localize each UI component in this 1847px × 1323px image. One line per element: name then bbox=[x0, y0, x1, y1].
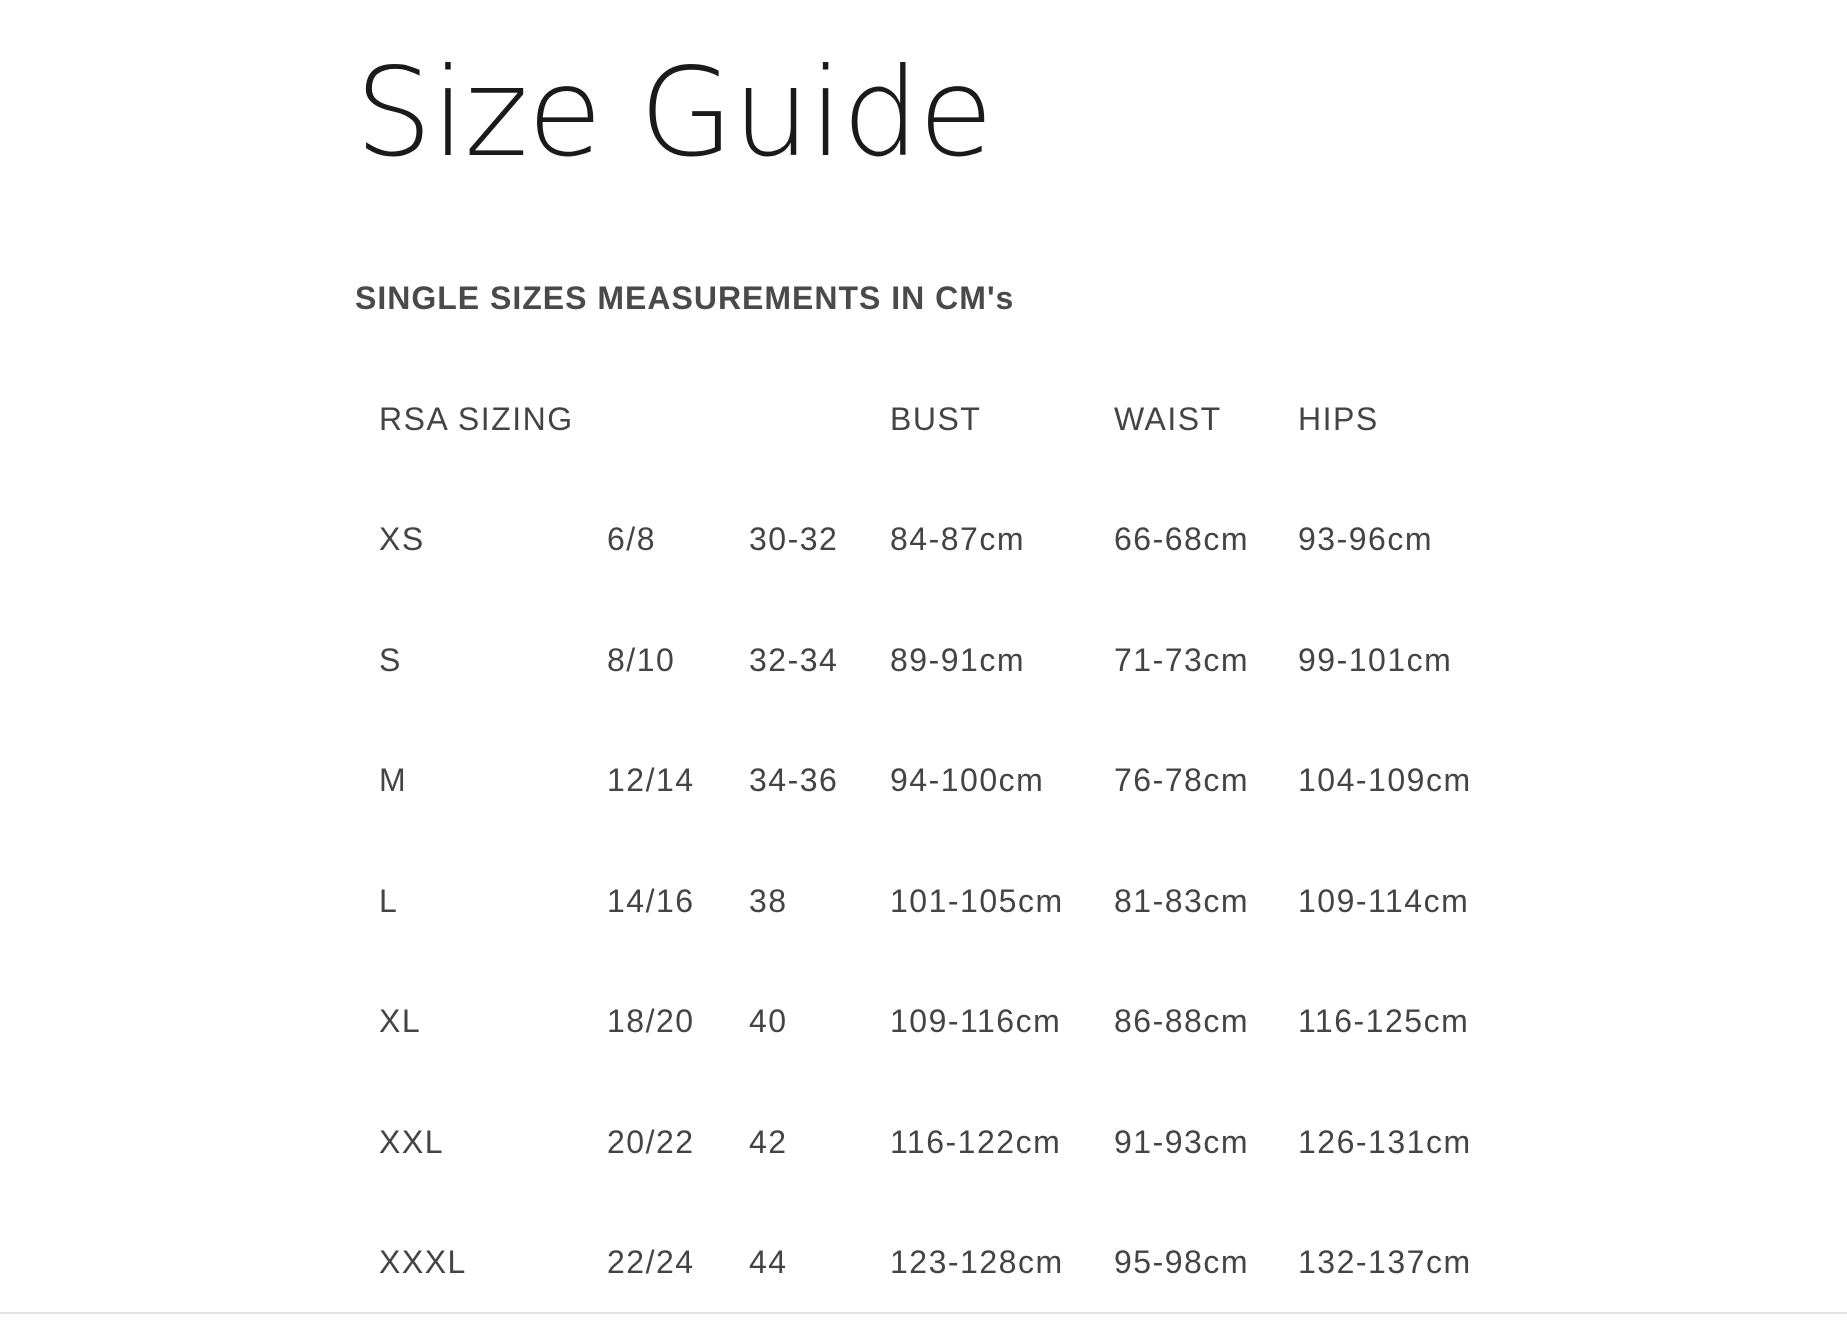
header-bust: BUST bbox=[866, 359, 1090, 480]
cell-uk-size: 18/20 bbox=[583, 962, 725, 1083]
table-header-row bbox=[355, 359, 1498, 480]
cell-uk-size: 8/10 bbox=[583, 600, 725, 721]
cell-uk-size: 6/8 bbox=[583, 480, 725, 601]
table-row bbox=[355, 1203, 1498, 1323]
cell-eu-size: 40 bbox=[725, 962, 866, 1083]
header-eu-size bbox=[725, 359, 866, 480]
header-hips: HIPS bbox=[1274, 359, 1498, 480]
table-row bbox=[355, 600, 1498, 721]
cell-rsa-size: S bbox=[355, 600, 583, 721]
cell-rsa-size: L bbox=[355, 841, 583, 962]
cell-uk-size: 14/16 bbox=[583, 841, 725, 962]
cell-rsa-size: XXL bbox=[355, 1082, 583, 1203]
cell-hips: 109-114cm bbox=[1274, 841, 1498, 962]
cell-hips: 126-131cm bbox=[1274, 1082, 1498, 1203]
cell-eu-size: 42 bbox=[725, 1082, 866, 1203]
cell-eu-size: 38 bbox=[725, 841, 866, 962]
cell-hips: 104-109cm bbox=[1274, 721, 1498, 842]
header-waist: WAIST bbox=[1090, 359, 1274, 480]
cell-uk-size: 22/24 bbox=[583, 1203, 725, 1323]
cell-rsa-size: XL bbox=[355, 962, 583, 1083]
cell-hips: 132-137cm bbox=[1274, 1203, 1498, 1323]
cell-uk-size: 12/14 bbox=[583, 721, 725, 842]
section-subtitle: SINGLE SIZES MEASUREMENTS IN CM's bbox=[355, 280, 1014, 317]
cell-bust: 89-91cm bbox=[866, 600, 1090, 721]
cell-waist: 95-98cm bbox=[1090, 1203, 1274, 1323]
cell-bust: 116-122cm bbox=[866, 1082, 1090, 1203]
cell-waist: 91-93cm bbox=[1090, 1082, 1274, 1203]
cell-hips: 116-125cm bbox=[1274, 962, 1498, 1083]
cell-waist: 66-68cm bbox=[1090, 480, 1274, 601]
table-row bbox=[355, 962, 1498, 1083]
header-uk-size bbox=[583, 359, 725, 480]
cell-hips: 99-101cm bbox=[1274, 600, 1498, 721]
cell-rsa-size: XXXL bbox=[355, 1203, 583, 1323]
cell-eu-size: 30-32 bbox=[725, 480, 866, 601]
size-table bbox=[355, 359, 1498, 1323]
table-row bbox=[355, 480, 1498, 601]
cell-waist: 86-88cm bbox=[1090, 962, 1274, 1083]
table-row bbox=[355, 721, 1498, 842]
cell-waist: 76-78cm bbox=[1090, 721, 1274, 842]
cell-bust: 123-128cm bbox=[866, 1203, 1090, 1323]
cell-eu-size: 44 bbox=[725, 1203, 866, 1323]
cell-bust: 94-100cm bbox=[866, 721, 1090, 842]
cell-eu-size: 34-36 bbox=[725, 721, 866, 842]
table-row bbox=[355, 1082, 1498, 1203]
bottom-divider bbox=[0, 1312, 1847, 1314]
cell-eu-size: 32-34 bbox=[725, 600, 866, 721]
table-row bbox=[355, 841, 1498, 962]
header-rsa-sizing: RSA SIZING bbox=[355, 359, 583, 480]
cell-waist: 81-83cm bbox=[1090, 841, 1274, 962]
cell-bust: 101-105cm bbox=[866, 841, 1090, 962]
cell-bust: 84-87cm bbox=[866, 480, 1090, 601]
cell-waist: 71-73cm bbox=[1090, 600, 1274, 721]
cell-rsa-size: M bbox=[355, 721, 583, 842]
cell-hips: 93-96cm bbox=[1274, 480, 1498, 601]
cell-uk-size: 20/22 bbox=[583, 1082, 725, 1203]
page-title: Size Guide bbox=[355, 52, 992, 174]
cell-rsa-size: XS bbox=[355, 480, 583, 601]
cell-bust: 109-116cm bbox=[866, 962, 1090, 1083]
